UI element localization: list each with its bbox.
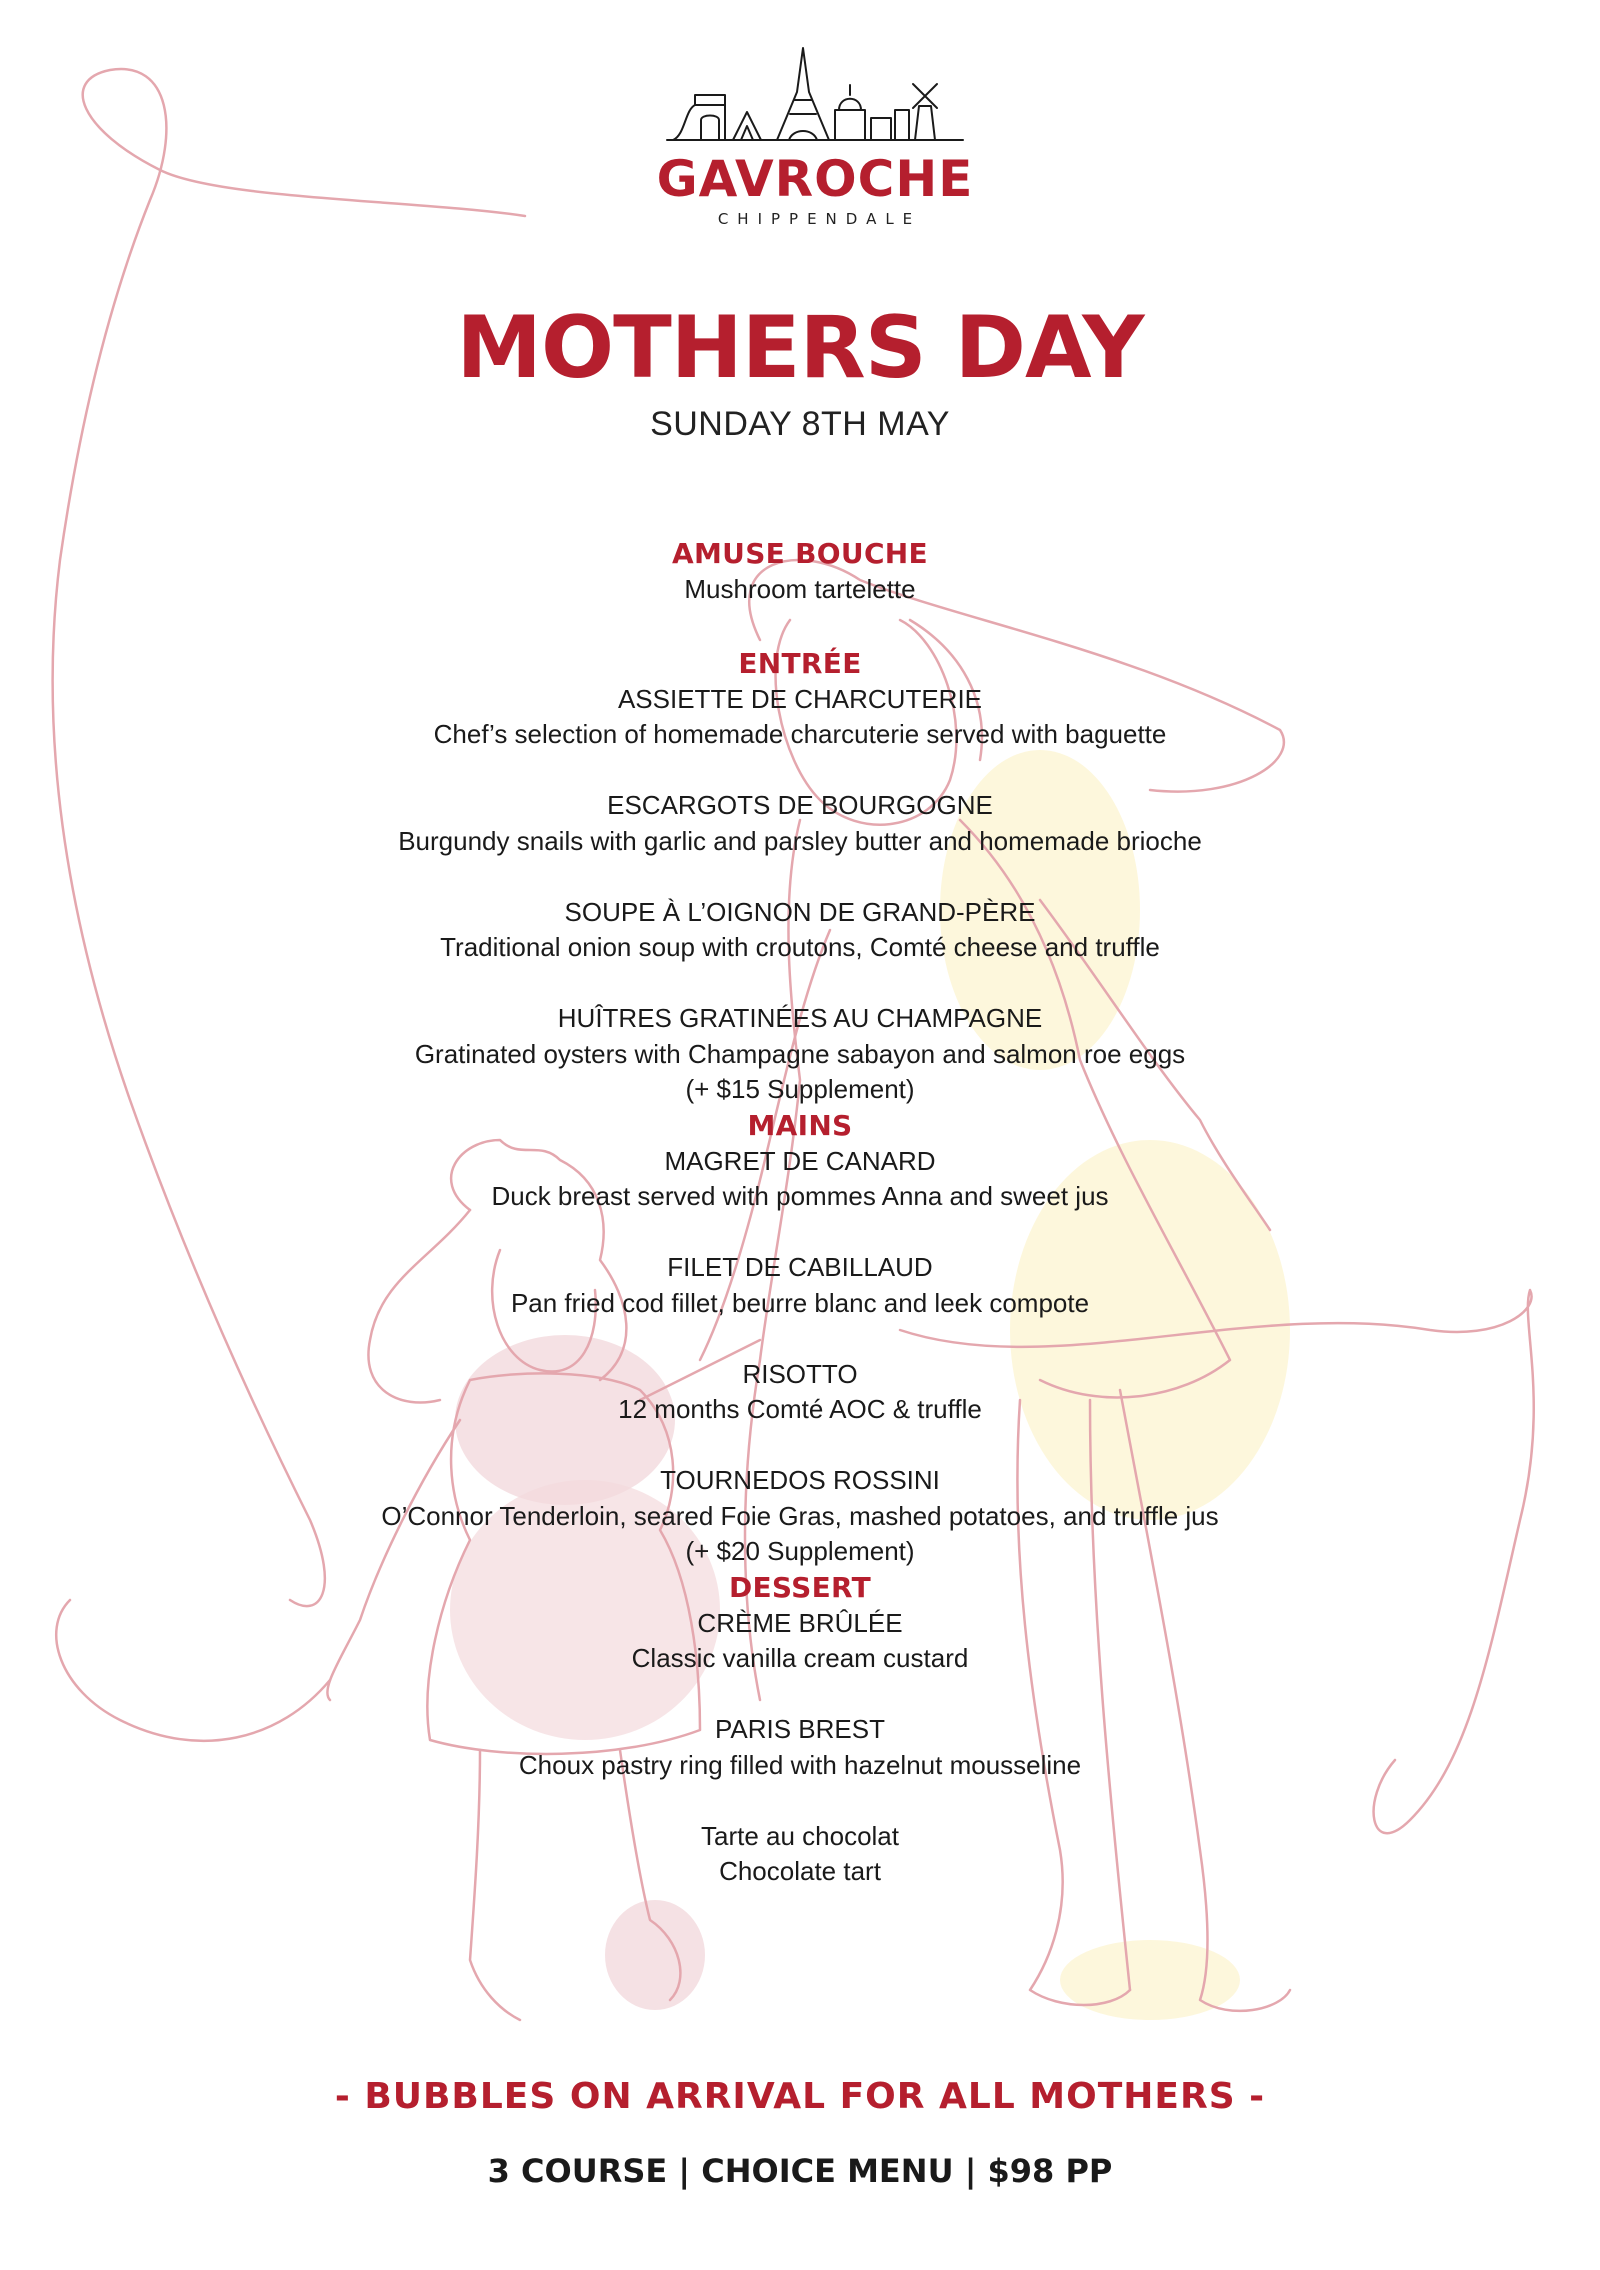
menu-item-name: HUÎTRES GRATINÉES AU CHAMPAGNE xyxy=(557,1003,1043,1033)
yellow-blob-foot xyxy=(1060,1940,1240,2020)
menu-item-desc: Traditional onion soup with croutons, Comté cheese and truffle xyxy=(440,932,1160,962)
dessert-section xyxy=(0,1570,1600,1890)
menu-item-name: ASSIETTE DE CHARCUTERIE xyxy=(617,683,983,714)
logo xyxy=(655,40,975,240)
brand-location: CHIPPENDALE xyxy=(717,210,922,228)
menu-item-desc: Gratinated oysters with Champagne sabayon and salmon roe eggs xyxy=(414,1038,1186,1069)
price-line: 3 COURSE | CHOICE MENU | $98 PP xyxy=(487,2152,1113,2191)
menu-item-desc: Classic vanilla cream custard xyxy=(631,1643,969,1673)
menu-item-desc: Duck breast served with pommes Anna and sweet jus xyxy=(491,1181,1109,1211)
menu-item-desc: 12 months Comté AOC & truffle xyxy=(618,1394,982,1424)
page-title: MOTHERS DAY xyxy=(456,298,1144,398)
title-block xyxy=(0,298,1600,444)
menu-item-desc: Burgundy snails with garlic and parsley butter and homemade brioche xyxy=(398,825,1202,856)
menu-item-supplement: (+ $15 Supplement) xyxy=(685,1074,915,1104)
section-heading-amuse: AMUSE BOUCHE xyxy=(672,537,928,570)
paris-skyline-icon xyxy=(665,40,965,150)
menu-item-name: SOUPE À L’OIGNON DE GRAND-PÈRE xyxy=(564,896,1036,927)
menu xyxy=(0,536,1600,1890)
bubbles-banner: - BUBBLES ON ARRIVAL FOR ALL MOTHERS - xyxy=(334,2076,1266,2117)
section-heading-dessert: DESSERT xyxy=(728,1570,872,1604)
brand-name: GAVROCHE xyxy=(656,150,974,208)
menu-item-desc: Chocolate tart xyxy=(719,1856,881,1886)
entree-section xyxy=(0,646,1600,1108)
menu-item-desc: Mushroom tartelette xyxy=(684,574,916,604)
menu-item-name: RISOTTO xyxy=(742,1358,858,1389)
menu-item-desc: Pan fried cod fillet, beurre blanc and leek compote xyxy=(510,1287,1090,1318)
menu-item-desc: O’Connor Tenderloin, seared Foie Gras, mashed potatoes, and truffle jus xyxy=(381,1500,1219,1531)
event-date: SUNDAY 8TH MAY xyxy=(650,405,950,443)
menu-item-supplement: (+ $20 Supplement) xyxy=(685,1536,915,1566)
mains-section xyxy=(0,1108,1600,1570)
menu-item-name: Tarte au chocolat xyxy=(700,1820,899,1851)
menu-item-desc: Choux pastry ring filled with hazelnut mousseline xyxy=(518,1749,1082,1780)
section-heading-mains: MAINS xyxy=(747,1108,853,1142)
menu-item-name: CRÈME BRÛLÉE xyxy=(697,1607,903,1638)
menu-item-name: PARIS BREST xyxy=(714,1714,885,1744)
section-heading-entree: ENTRÉE xyxy=(738,646,862,680)
menu-item-name: FILET DE CABILLAUD xyxy=(667,1252,933,1282)
menu-item-name: MAGRET DE CANARD xyxy=(664,1145,936,1176)
menu-item-name: TOURNEDOS ROSSINI xyxy=(660,1465,940,1495)
pink-blob-shoe xyxy=(605,1900,705,2010)
amuse-section xyxy=(0,536,1600,608)
menu-item-desc: Chef’s selection of homemade charcuterie served with baguette xyxy=(433,719,1167,749)
footer xyxy=(0,2075,1600,2191)
menu-item-name: ESCARGOTS DE BOURGOGNE xyxy=(607,790,993,820)
